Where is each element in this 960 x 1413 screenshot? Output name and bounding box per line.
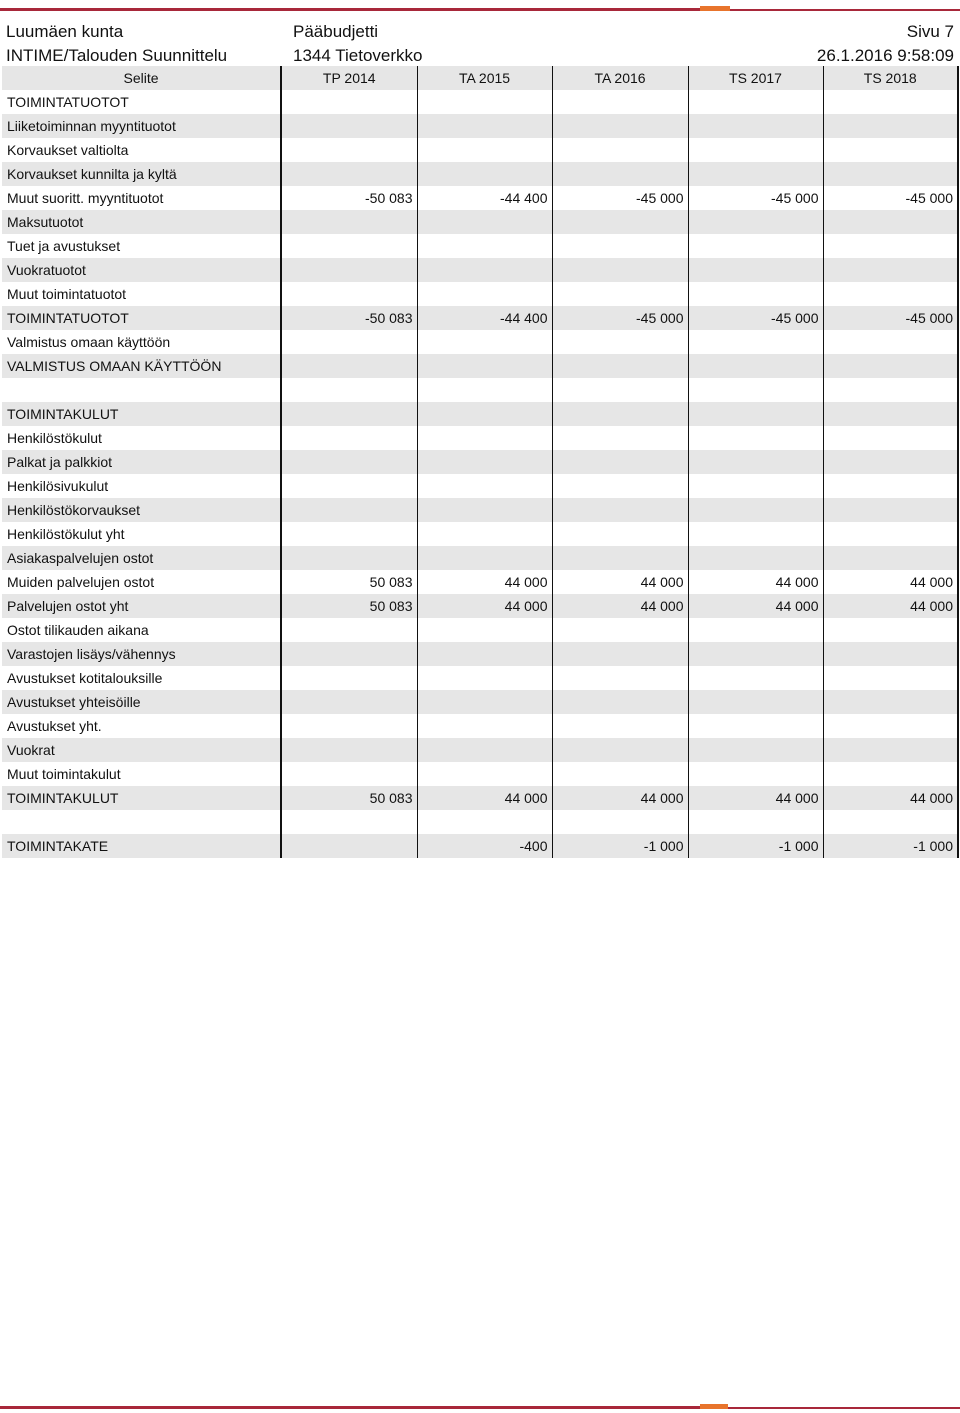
table-row [2,594,958,618]
value-cell: 44 000 [552,786,688,810]
value-cell [417,234,552,258]
value-cell [281,642,417,666]
value-cell [552,90,688,114]
value-cell [552,666,688,690]
value-cell [417,330,552,354]
value-cell [552,714,688,738]
table-row [2,306,958,330]
value-cell [552,354,688,378]
table-row [2,690,958,714]
table-row [2,618,958,642]
row-label: Liiketoiminnan myyntituotot [2,114,281,138]
value-cell [688,378,823,402]
value-cell: 44 000 [823,786,958,810]
value-cell [281,234,417,258]
value-cell: -50 083 [281,186,417,210]
value-cell: 44 000 [823,570,958,594]
value-cell [552,330,688,354]
value-cell: 44 000 [417,786,552,810]
value-cell [688,498,823,522]
value-cell [823,354,958,378]
value-cell [417,762,552,786]
top-accent-line-right [730,9,960,11]
table-row [2,402,958,426]
value-cell [552,762,688,786]
value-cell [688,522,823,546]
value-cell [281,330,417,354]
value-cell [823,666,958,690]
value-cell: 44 000 [688,594,823,618]
value-cell [281,354,417,378]
value-cell [552,450,688,474]
table-row [2,354,958,378]
row-label: Muiden palvelujen ostot [2,570,281,594]
value-cell [552,618,688,642]
org-name: Luumäen kunta [6,22,124,41]
value-cell [688,330,823,354]
table-row [2,714,958,738]
value-cell [552,474,688,498]
value-cell [281,762,417,786]
table-row [2,114,958,138]
value-cell: -1 000 [688,834,823,858]
value-cell [417,258,552,282]
value-cell [417,210,552,234]
value-cell [417,546,552,570]
unit-name: 1344 Tietoverkko [293,46,423,65]
value-cell [823,258,958,282]
bottom-accent-line [0,1406,700,1409]
value-cell [281,90,417,114]
row-label: Palvelujen ostot yht [2,594,281,618]
value-cell [417,282,552,306]
row-label: Henkilösivukulut [2,474,281,498]
value-cell [823,234,958,258]
value-cell [823,498,958,522]
table-row [2,810,958,834]
value-cell [281,546,417,570]
page-number: Sivu 7 [906,22,954,41]
value-cell [823,738,958,762]
value-cell [417,138,552,162]
value-cell [688,114,823,138]
table-row [2,546,958,570]
table-row [2,642,958,666]
column-header: Selite [2,66,281,90]
value-cell [688,810,823,834]
value-cell [281,282,417,306]
value-cell: 44 000 [417,570,552,594]
table-row [2,186,958,210]
column-header: TP 2014 [281,66,417,90]
value-cell: -45 000 [552,186,688,210]
table-row [2,210,958,234]
value-cell [281,258,417,282]
table-row [2,786,958,810]
value-cell: 50 083 [281,594,417,618]
value-cell: -45 000 [688,306,823,330]
value-cell [281,618,417,642]
value-cell [417,114,552,138]
row-label: Vuokrat [2,738,281,762]
value-cell [281,474,417,498]
value-cell [281,450,417,474]
value-cell [417,714,552,738]
row-label [2,810,281,834]
table-row [2,570,958,594]
value-cell: -1 000 [823,834,958,858]
row-label: Asiakaspalvelujen ostot [2,546,281,570]
value-cell [552,162,688,186]
value-cell [688,258,823,282]
table-row [2,330,958,354]
value-cell: -50 083 [281,306,417,330]
value-cell [281,690,417,714]
value-cell [417,666,552,690]
value-cell: 44 000 [688,570,823,594]
value-cell [688,90,823,114]
row-label: Valmistus omaan käyttöön [2,330,281,354]
table-row [2,522,958,546]
table-row [2,234,958,258]
value-cell [552,642,688,666]
value-cell [688,426,823,450]
value-cell [823,810,958,834]
row-label: TOIMINTATUOTOT [2,306,281,330]
value-cell [688,666,823,690]
table-row [2,450,958,474]
row-label: Avustukset yhteisöille [2,690,281,714]
table-row [2,258,958,282]
value-cell [417,810,552,834]
value-cell: -400 [417,834,552,858]
row-label: Henkilöstökulut [2,426,281,450]
value-cell [823,618,958,642]
budget-table [2,66,959,858]
value-cell: -44 400 [417,306,552,330]
system-name: INTIME/Talouden Suunnittelu [6,46,228,65]
value-cell: 44 000 [823,594,958,618]
value-cell [823,474,958,498]
table-row [2,474,958,498]
value-cell [688,690,823,714]
table-header-row [2,66,958,90]
value-cell: -45 000 [552,306,688,330]
value-cell [823,714,958,738]
value-cell: 50 083 [281,570,417,594]
value-cell: -45 000 [688,186,823,210]
value-cell [823,282,958,306]
table-row [2,666,958,690]
value-cell [281,426,417,450]
table-row [2,498,958,522]
row-label: TOIMINTATUOTOT [2,90,281,114]
value-cell [552,546,688,570]
value-cell [823,522,958,546]
row-label: Varastojen lisäys/vähennys [2,642,281,666]
value-cell [417,522,552,546]
value-cell [552,114,688,138]
value-cell [823,210,958,234]
value-cell [823,450,958,474]
row-label: VALMISTUS OMAAN KÄYTTÖÖN [2,354,281,378]
value-cell: 44 000 [417,594,552,618]
table-row [2,834,958,858]
row-label: TOIMINTAKATE [2,834,281,858]
value-cell: 44 000 [688,786,823,810]
value-cell [688,282,823,306]
table-row [2,762,958,786]
value-cell [417,426,552,450]
row-label: Avustukset yht. [2,714,281,738]
row-label: Ostot tilikauden aikana [2,618,281,642]
value-cell: 44 000 [552,594,688,618]
value-cell [281,162,417,186]
value-cell [688,234,823,258]
row-label: Korvaukset kunnilta ja kyltä [2,162,281,186]
value-cell [823,546,958,570]
table-row [2,426,958,450]
value-cell [823,642,958,666]
row-label: Tuet ja avustukset [2,234,281,258]
value-cell [281,378,417,402]
value-cell [417,354,552,378]
value-cell [688,354,823,378]
value-cell [417,498,552,522]
value-cell [552,210,688,234]
value-cell: -44 400 [417,186,552,210]
row-label: Muut toimintatuotot [2,282,281,306]
value-cell [552,138,688,162]
value-cell [281,810,417,834]
value-cell [552,498,688,522]
value-cell [552,234,688,258]
row-label: Henkilöstökulut yht [2,522,281,546]
value-cell [688,474,823,498]
column-header: TS 2018 [823,66,958,90]
table-row [2,738,958,762]
value-cell [281,522,417,546]
value-cell [417,642,552,666]
table-row [2,162,958,186]
value-cell [823,162,958,186]
bottom-accent-line-right [728,1407,960,1409]
value-cell [417,450,552,474]
column-header: TS 2017 [688,66,823,90]
row-label: Muut suoritt. myyntituotot [2,186,281,210]
value-cell [688,618,823,642]
value-cell: -1 000 [552,834,688,858]
row-label: Muut toimintakulut [2,762,281,786]
value-cell [552,738,688,762]
row-label: TOIMINTAKULUT [2,786,281,810]
value-cell: -45 000 [823,186,958,210]
value-cell [688,642,823,666]
value-cell [281,210,417,234]
value-cell [823,90,958,114]
value-cell [281,402,417,426]
value-cell [417,378,552,402]
value-cell [417,618,552,642]
value-cell: 44 000 [552,570,688,594]
value-cell [281,138,417,162]
column-header: TA 2015 [417,66,552,90]
value-cell [552,522,688,546]
row-label: Korvaukset valtiolta [2,138,281,162]
value-cell [688,162,823,186]
value-cell [823,114,958,138]
top-accent-mark [700,6,730,11]
value-cell [552,282,688,306]
column-header: TA 2016 [552,66,688,90]
table-row [2,378,958,402]
value-cell [281,834,417,858]
top-accent-line [0,8,700,11]
value-cell [688,714,823,738]
value-cell [417,90,552,114]
value-cell [823,138,958,162]
row-label [2,378,281,402]
value-cell [281,498,417,522]
value-cell [823,330,958,354]
value-cell [281,714,417,738]
row-label: Henkilöstökorvaukset [2,498,281,522]
value-cell [823,690,958,714]
row-label: Maksutuotot [2,210,281,234]
table-body [2,90,958,858]
value-cell: 50 083 [281,786,417,810]
value-cell [417,402,552,426]
value-cell [417,690,552,714]
value-cell [552,690,688,714]
table-row [2,282,958,306]
value-cell [552,810,688,834]
value-cell [281,114,417,138]
value-cell [688,762,823,786]
report-timestamp: 26.1.2016 9:58:09 [816,46,954,65]
value-cell [281,666,417,690]
value-cell [688,138,823,162]
value-cell [688,738,823,762]
row-label: Palkat ja palkkiot [2,450,281,474]
row-label: Vuokratuotot [2,258,281,282]
value-cell [823,762,958,786]
value-cell [281,738,417,762]
value-cell [552,426,688,450]
value-cell [417,162,552,186]
value-cell: -45 000 [823,306,958,330]
value-cell [823,426,958,450]
value-cell [688,546,823,570]
value-cell [688,402,823,426]
table-row [2,138,958,162]
value-cell [552,378,688,402]
bottom-accent-mark [700,1404,728,1409]
value-cell [688,450,823,474]
table-row [2,90,958,114]
value-cell [823,402,958,426]
value-cell [417,738,552,762]
value-cell [688,210,823,234]
value-cell [552,258,688,282]
value-cell [417,474,552,498]
report-title: Pääbudjetti [293,22,379,41]
row-label: Avustukset kotitalouksille [2,666,281,690]
value-cell [552,402,688,426]
value-cell [823,378,958,402]
row-label: TOIMINTAKULUT [2,402,281,426]
